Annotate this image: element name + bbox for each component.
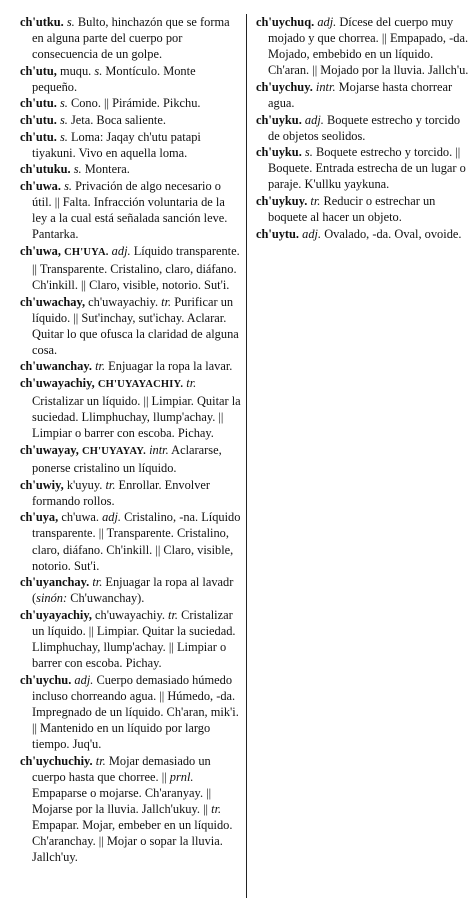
entry-text: Enjuagar la ropa al lavadr (: [32, 575, 234, 606]
entry-text: Cono. || Pirámide. Pikchu.: [67, 96, 201, 111]
dictionary-entry: [256, 112, 470, 144]
entry-text: ch'uwa.: [58, 510, 103, 525]
entry-grammar-label: adj.: [74, 672, 94, 687]
entry-text: Cristalizar un líquido. || Limpiar. Quitar la suciedad. Llimphuchay, llump'achay. || Limpiar o barrer con escoba. Pichay.: [32, 607, 236, 671]
entry-text: Boquete estrecho y torcido de objetos seolidos.: [268, 112, 461, 143]
dictionary-entry: [20, 112, 242, 128]
entry-grammar-label: s.: [73, 162, 82, 177]
entry-grammar-label: tr.: [161, 294, 172, 309]
entry-text: Dícese del cuerpo muy mojado y que chorrea. || Empapado, -da. Mojado, embebido en un líquido. Ch'aran. || Mojado por la lluvia. Jallch'u.: [268, 15, 469, 78]
entry-grammar-label: s.: [59, 129, 68, 144]
entry-headword: ch'utuku.: [20, 162, 71, 177]
entry-grammar-label: adj.: [304, 112, 324, 127]
dictionary-entry: [256, 193, 470, 225]
dictionary-entry: [20, 358, 242, 374]
dictionary-entry: [20, 243, 242, 293]
entry-text: Enrollar. Envolver formando rollos.: [32, 477, 211, 508]
entry-headword: ch'uyayachiy,: [20, 607, 92, 622]
entry-text: Montera.: [81, 162, 130, 177]
entry-grammar-label: s.: [304, 145, 313, 160]
entry-grammar-label: s.: [94, 63, 103, 78]
dictionary-entry: [20, 95, 242, 111]
entry-text: Privación de algo necesario o útil. || Falta. Infracción voluntaria de la ley a la cual está señalada sanción leve. Pantarka.: [32, 178, 228, 242]
dictionary-entry: [20, 442, 242, 476]
entry-grammar-label: adj.: [317, 15, 337, 29]
entry-headword: ch'uychuy.: [256, 79, 313, 94]
entry-headword: ch'uwanchay.: [20, 359, 92, 374]
entry-text: Boquete estrecho y torcido. || Boquete. Entrada estrecha de un lugar o paraje. K'ullku yaykuna.: [268, 145, 466, 192]
entry-text: Mojar demasiado un cuerpo hasta que chorree. ||: [32, 753, 211, 784]
entry-text: Enjuagar la ropa la lavar.: [105, 359, 233, 374]
entry-text: Ovalado, -da. Oval, ovoide.: [321, 226, 462, 241]
dictionary-entry: [20, 574, 242, 606]
entry-text: Montículo. Monte pequeño.: [32, 63, 196, 94]
dictionary-entry: [256, 14, 470, 78]
entry-headword: ch'utu.: [20, 113, 57, 128]
entry-variant: CH'UYAYACHIY.: [97, 379, 184, 391]
entry-text: Empapar. Mojar, embeber en un líquido. Ch'aranchay. || Mojar o sopar la lluvia. Jallch'uy.: [32, 818, 233, 865]
entry-headword: ch'uytu.: [256, 226, 300, 241]
entry-grammar-label: intr.: [149, 442, 169, 457]
entry-grammar-label: s.: [59, 96, 68, 111]
entry-grammar-label: intr.: [315, 79, 336, 94]
entry-variant: CH'UYA.: [64, 246, 109, 258]
entry-headword: ch'utu.: [20, 129, 57, 144]
entry-headword: ch'uya,: [20, 510, 59, 525]
entry-text: ch'uwayachiy.: [85, 294, 162, 309]
entry-headword: ch'utu.: [20, 96, 57, 111]
entry-grammar-label: tr.: [211, 802, 222, 816]
entry-headword: ch'uyku.: [256, 112, 302, 127]
entry-headword: ch'uychuchiy.: [20, 753, 93, 768]
entry-grammar-label: tr.: [186, 376, 197, 391]
entry-text: Empaparse o mojarse. Ch'aranyay. || Mojarse por la lluvia. Jallch'ukuy. ||: [32, 785, 212, 816]
entry-text: Líquido transparente. || Transparente. Cristalino, claro, diáfano. Ch'inkill. || Claro, visible, notorio. Sut'i.: [32, 243, 240, 292]
left-column: [20, 14, 242, 866]
entry-text: Mojarse hasta chorrear agua.: [268, 79, 453, 110]
entry-headword: ch'utku.: [20, 15, 64, 29]
entry-grammar-label: tr.: [105, 477, 116, 492]
dictionary-entry: [20, 161, 242, 177]
entry-grammar-label: s.: [66, 15, 75, 29]
dictionary-entry: [20, 129, 242, 161]
entry-grammar-label: s.: [64, 178, 72, 193]
entry-variant: CH'UYAYAY.: [81, 445, 146, 457]
entry-headword: ch'uwayachiy,: [20, 376, 95, 391]
entry-headword: ch'uwa.: [20, 178, 61, 193]
dictionary-entry: [20, 477, 242, 509]
entry-grammar-label: tr.: [95, 359, 106, 374]
entry-text: Cuerpo demasiado húmedo incluso chorreando agua. || Húmedo, -da. Impregnado de un líquido. Ch'aran, mik'i. || Mantenido en un líquido por largo tiempo. Juq'u.: [32, 672, 239, 752]
entry-text: Purificar un líquido. || Sut'inchay, sut'ichay. Aclarar. Quitar lo que ofusca la claridad de alguna cosa.: [32, 294, 239, 357]
column-divider: [246, 14, 247, 898]
entry-grammar-label: prnl.: [169, 769, 194, 784]
entry-text: ch'uwayachiy.: [91, 607, 169, 622]
dictionary-entry: [20, 178, 242, 242]
dictionary-entry: [20, 294, 242, 358]
entry-headword: ch'uyku.: [256, 145, 302, 160]
entry-text: Bulto, hinchazón que se forma en alguna parte del cuerpo por consecuencia de un golpe.: [32, 15, 230, 62]
entry-headword: ch'utu,: [20, 63, 57, 78]
entry-headword: ch'uyanchay.: [20, 575, 90, 590]
entry-headword: ch'uwa,: [20, 243, 61, 258]
entry-text: Ch'uwanchay).: [67, 591, 145, 606]
entry-headword: ch'uykuy.: [256, 194, 308, 209]
dictionary-entry: [20, 672, 242, 752]
dictionary-entry: [256, 144, 470, 192]
entry-headword: ch'uychuq.: [256, 15, 315, 29]
entry-text: Reducir o estrechar un boquete al hacer un objeto.: [268, 194, 436, 225]
entry-grammar-label: tr.: [95, 753, 106, 768]
entry-headword: ch'uychu.: [20, 672, 72, 687]
entry-headword: ch'uwayay,: [20, 442, 79, 457]
dictionary-entry: [20, 607, 242, 671]
dictionary-entry: [256, 226, 470, 242]
entry-grammar-label: tr.: [168, 607, 179, 622]
entry-text: Jeta. Boca saliente.: [67, 113, 166, 128]
entry-grammar-label: adj.: [302, 226, 322, 241]
entry-text: Loma: Jaqay ch'utu patapi tiyakuni. Vivo en aquella loma.: [32, 129, 201, 160]
entry-grammar-label: s.: [59, 113, 68, 128]
entry-text: Cristalino, -na. Líquido transparente. || Transparente. Cristalino, claro, diáfano. Ch'inkill. || Claro, visible, notorio. Sut'i.: [32, 510, 241, 573]
entry-grammar-label: adj.: [111, 243, 131, 258]
dictionary-entry: [20, 753, 242, 866]
entry-text: Aclararse, ponerse cristalino un líquido.: [32, 442, 222, 476]
dictionary-entry: [20, 375, 242, 441]
entry-text: k'uyuy.: [63, 477, 106, 492]
entry-grammar-label: sinón:: [36, 591, 68, 606]
entry-headword: ch'uwiy,: [20, 477, 64, 492]
dictionary-entry: [20, 63, 242, 95]
right-column: [256, 14, 470, 242]
dictionary-entry: [20, 509, 242, 573]
dictionary-entry: [20, 14, 242, 62]
entry-grammar-label: tr.: [310, 194, 321, 209]
entry-grammar-label: adj.: [102, 510, 122, 525]
entry-grammar-label: tr.: [92, 575, 103, 590]
dictionary-entry: [256, 79, 470, 111]
entry-headword: ch'uwachay,: [20, 294, 86, 309]
entry-text: Cristalizar un líquido. || Limpiar. Quitar la suciedad. Llimphuchay, llump'achay. || Limpiar o barrer con escoba. Pichay.: [32, 394, 241, 441]
entry-text: muqu.: [56, 63, 95, 78]
